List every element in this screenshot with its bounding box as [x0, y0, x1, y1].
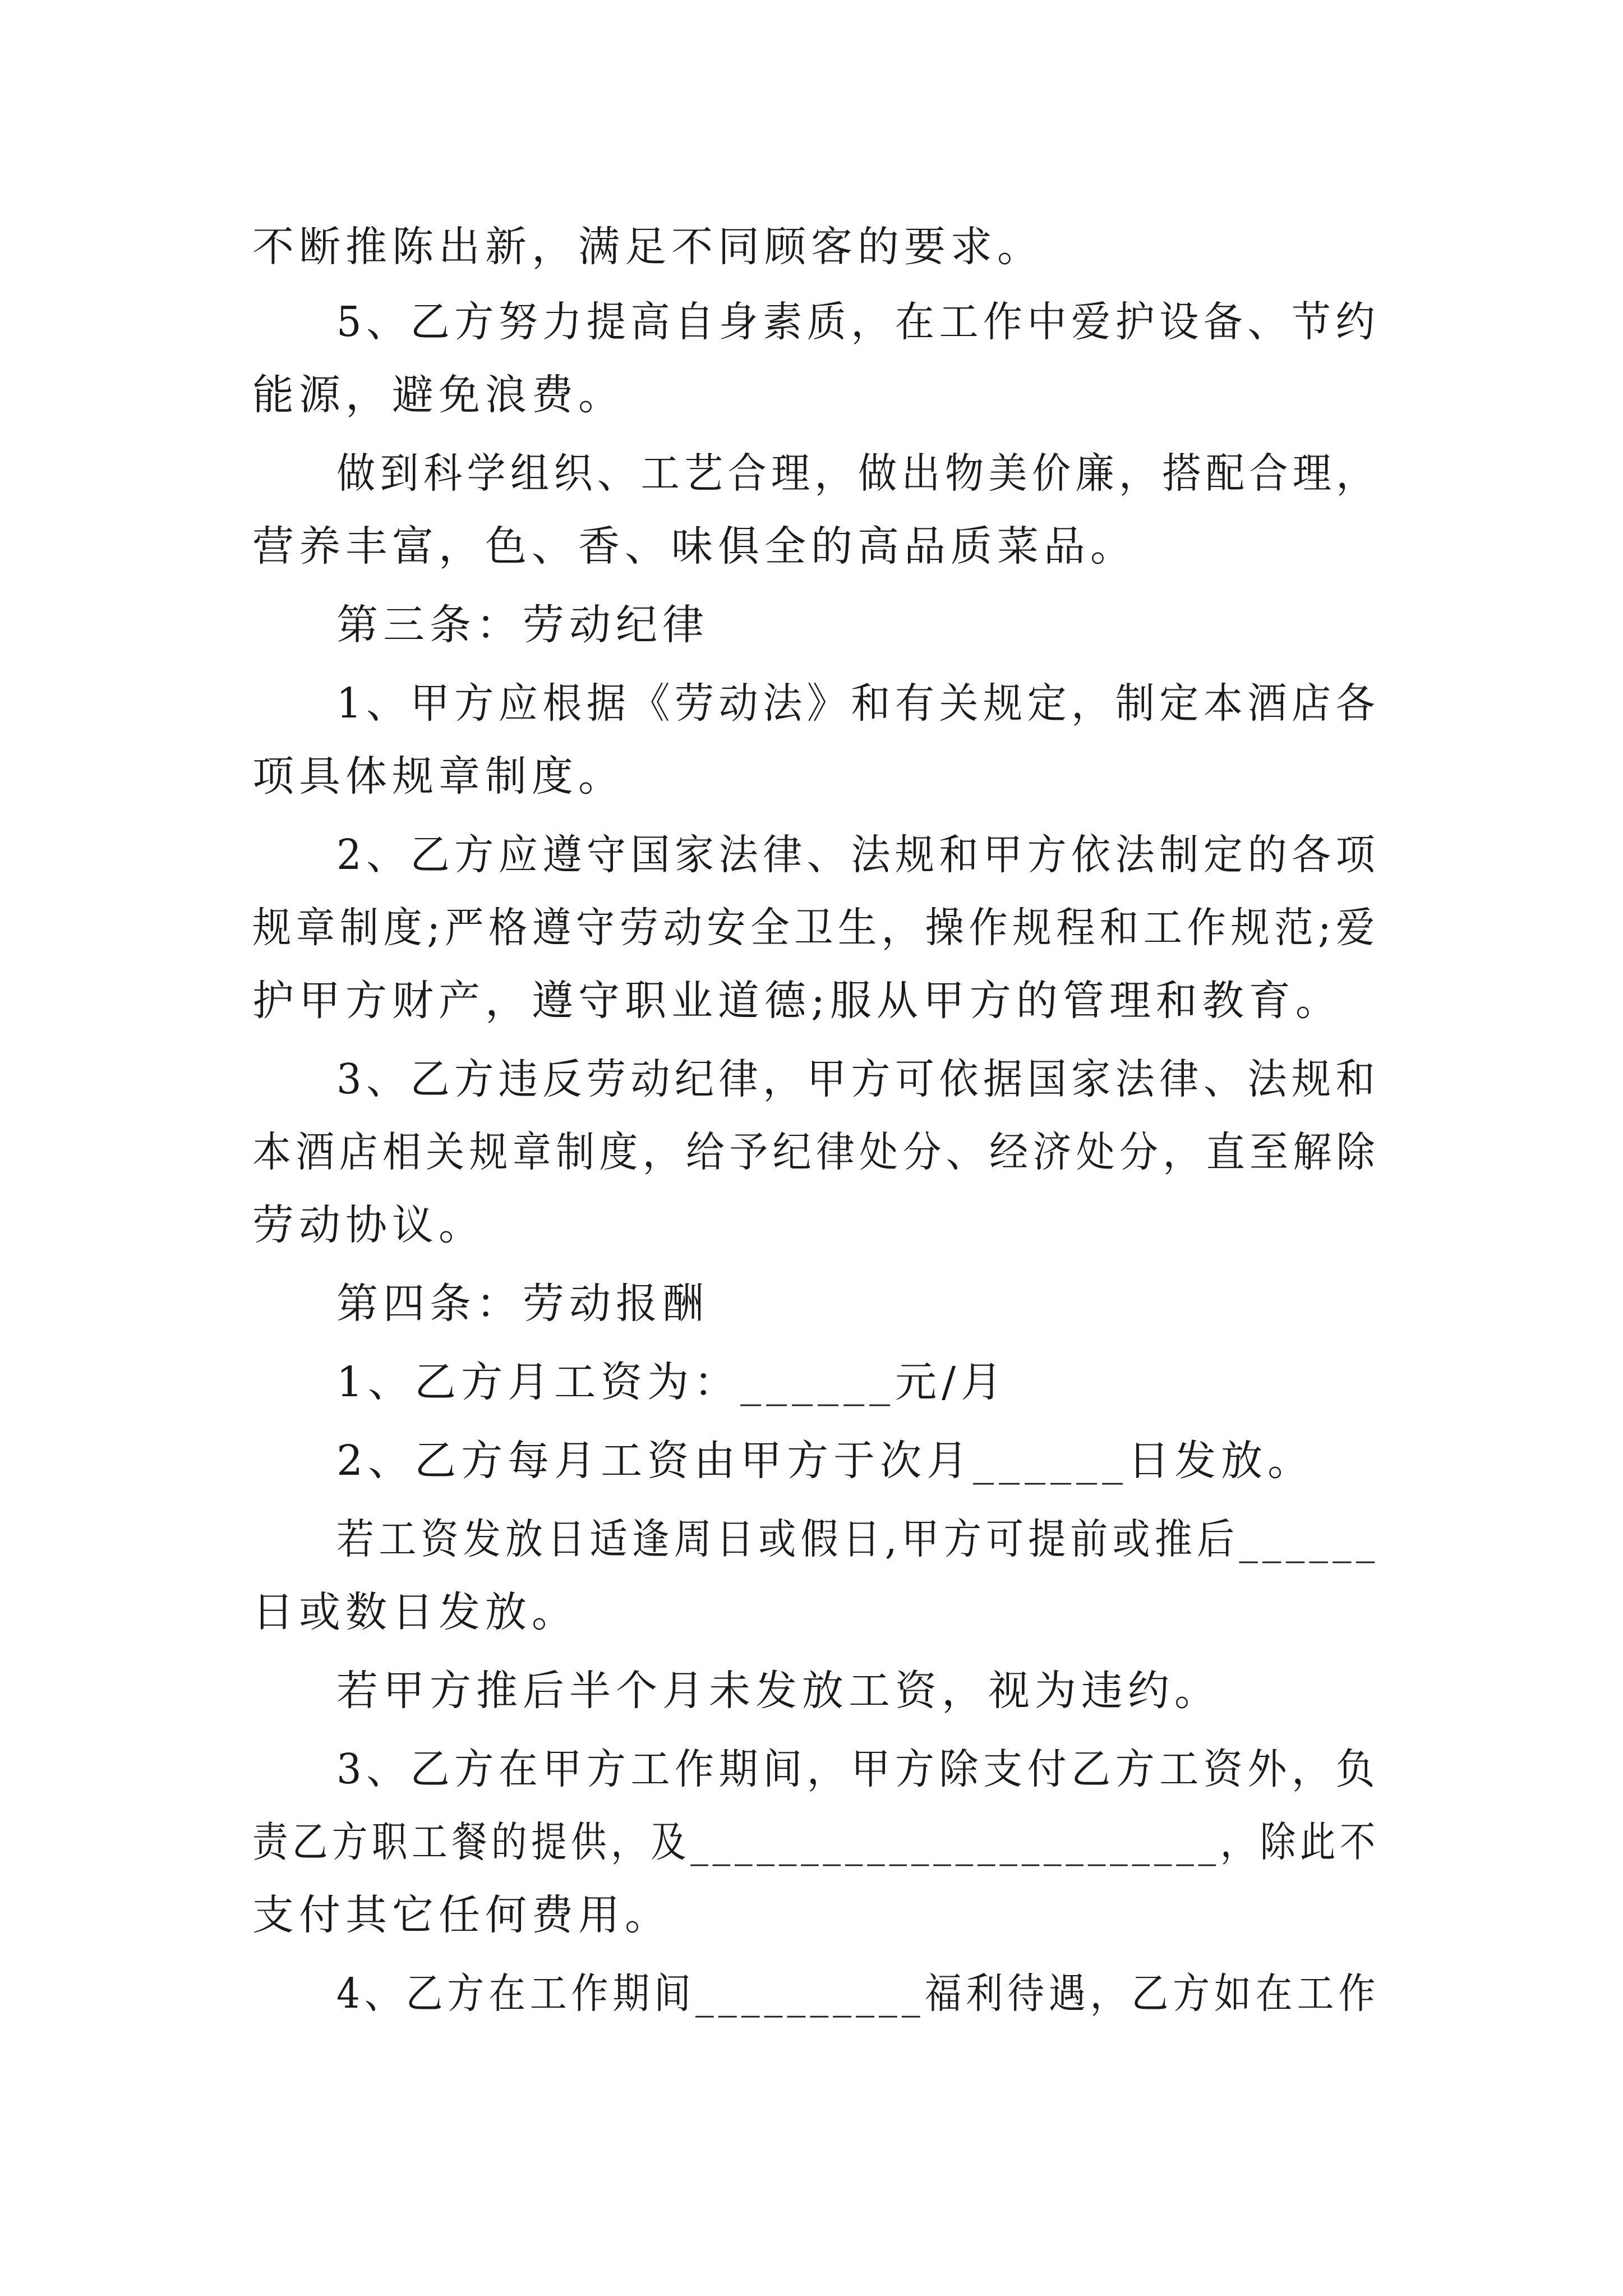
text-line: 能源，避免浪费。 [252, 371, 625, 419]
text-line: 若甲方推后半个月未发放工资，视为违约。 [336, 1667, 1221, 1715]
text-line: 不断推陈出新，满足不同顾客的要求。 [252, 223, 1044, 271]
text-line: 1、乙方月工资为：______元/月 [336, 1358, 1008, 1406]
text-line: 日或数日发放。 [252, 1588, 578, 1636]
text-line: 规章制度;严格遵守劳动安全卫生，操作规程和工作规范;爱 [252, 904, 1380, 952]
text-line: 营养丰富，色、香、味俱全的高品质菜品。 [252, 522, 1137, 570]
text-line: 若工资发放日适逢周日或假日,甲方可提前或推后______ [336, 1515, 1380, 1563]
text-line: 2、乙方每月工资由甲方于次月______日发放。 [336, 1437, 1315, 1485]
text-line: 劳动协议。 [252, 1201, 485, 1249]
text-line: 责乙方职工餐的提供，及________________________，除此不 [252, 1818, 1380, 1866]
text-line: 3、乙方违反劳动纪律，甲方可依据国家法律、法规和 [336, 1055, 1380, 1103]
text-line: 做到科学组织、工艺合理，做出物美价廉，搭配合理， [336, 449, 1380, 498]
text-line: 本酒店相关规章制度，给予纪律处分、经济处分，直至解除 [252, 1128, 1380, 1176]
text-line: 4、乙方在工作期间__________福利待遇，乙方如在工作 [336, 1970, 1380, 2018]
text-line: 2、乙方应遵守国家法律、法规和甲方依法制定的各项 [336, 831, 1380, 879]
text-line: 3、乙方在甲方工作期间，甲方除支付乙方工资外，负 [336, 1745, 1380, 1793]
section-heading: 第三条：劳动纪律 [336, 601, 709, 649]
text-line: 1、甲方应根据《劳动法》和有关规定，制定本酒店各 [336, 679, 1380, 728]
text-line: 5、乙方努力提高自身素质，在工作中爱护设备、节约 [336, 298, 1380, 346]
text-line: 项具体规章制度。 [252, 752, 625, 800]
text-line: 支付其它任何费用。 [252, 1891, 671, 1939]
text-line: 护甲方财产，遵守职业道德;服从甲方的管理和教育。 [252, 977, 1342, 1025]
section-heading: 第四条：劳动报酬 [336, 1280, 709, 1328]
